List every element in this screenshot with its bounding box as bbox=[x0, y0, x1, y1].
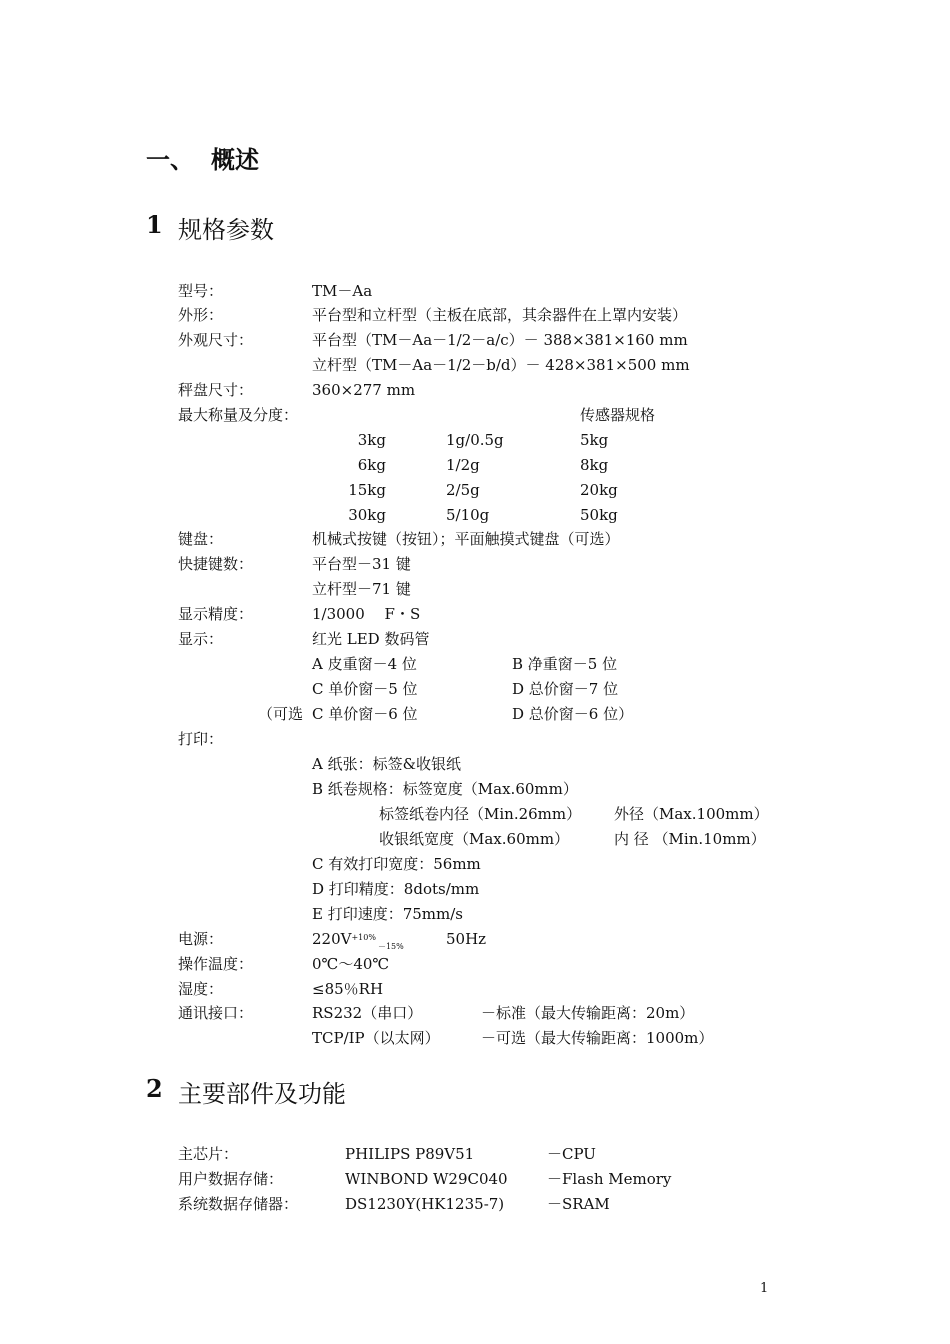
comm-label: 通讯接口： bbox=[178, 1004, 254, 1022]
display-label: 显示： bbox=[178, 630, 224, 648]
dims-flat: 平台型（TM－Aa－1/2－a/c）－ 388×381×160 mm bbox=[312, 331, 688, 349]
print-receipt-width: 收银纸宽度（Max.60mm） bbox=[379, 830, 570, 848]
display-tare-window: A 皮重窗－4 位 bbox=[312, 655, 417, 673]
hotkey-flat: 平台型－31 键 bbox=[312, 555, 411, 573]
component-label: 用户数据存储： bbox=[178, 1170, 284, 1188]
component-role: －SRAM bbox=[547, 1195, 610, 1213]
comm-tcp-note: －可选（最大传输距离：1000m） bbox=[481, 1029, 714, 1047]
comm-rs232-note: －标准（最大传输距离：20m） bbox=[481, 1004, 695, 1022]
temperature-value: 0℃～40℃ bbox=[312, 955, 390, 973]
hotkey-pole: 立杆型－71 键 bbox=[312, 580, 411, 598]
shape-label: 外形： bbox=[178, 306, 224, 324]
capacity-max: 6kg bbox=[357, 456, 386, 474]
component-role: －CPU bbox=[547, 1145, 596, 1163]
component-part: WINBOND W29C040 bbox=[345, 1170, 508, 1188]
sensor-header: 传感器规格 bbox=[580, 406, 656, 424]
display-total-window-optional: D 总价窗－6 位） bbox=[512, 705, 634, 723]
capacity-division: 5/10g bbox=[446, 506, 490, 524]
print-label-outer: 外径（Max.100mm） bbox=[614, 805, 769, 823]
heading-number: 一、 bbox=[146, 145, 194, 174]
humidity-value: ≤85％RH bbox=[312, 980, 384, 998]
capacity-sensor: 20kg bbox=[580, 481, 618, 499]
dims-pole: 立杆型（TM－Aa－1/2－b/d）－ 428×381×500 mm bbox=[312, 356, 690, 374]
humidity-label: 湿度： bbox=[178, 980, 224, 998]
print-label-inner: 标签纸卷内径（Min.26mm） bbox=[379, 805, 582, 823]
print-label: 打印： bbox=[178, 730, 224, 748]
keyboard-value: 机械式按键（按钮）；平面触摸式键盘（可选） bbox=[312, 530, 620, 548]
section1-title: 规格参数 bbox=[178, 216, 274, 244]
component-part: DS1230Y(HK1235-7) bbox=[345, 1195, 505, 1213]
power-voltage: 220V bbox=[312, 930, 352, 948]
dims-label: 外观尺寸： bbox=[178, 331, 254, 349]
print-paper: A 纸张：标签&收银纸 bbox=[312, 755, 461, 773]
capacity-sensor: 50kg bbox=[580, 506, 618, 524]
section2-number: 2 bbox=[146, 1074, 163, 1103]
capacity-division: 2/5g bbox=[446, 481, 480, 499]
print-roll-spec: B 纸卷规格：标签宽度（Max.60mm） bbox=[312, 780, 578, 798]
capacity-label: 最大称量及分度： bbox=[178, 406, 299, 424]
component-label: 主芯片： bbox=[178, 1145, 239, 1163]
pan-label: 秤盘尺寸： bbox=[178, 381, 254, 399]
capacity-max: 3kg bbox=[357, 431, 386, 449]
power-tolerance-minus: －15% bbox=[377, 942, 404, 951]
capacity-division: 1g/0.5g bbox=[446, 431, 504, 449]
shape-value: 平台型和立杆型（主板在底部，其余器件在上罩内安装） bbox=[312, 306, 688, 324]
display-optional-prefix: （可选 bbox=[258, 705, 304, 723]
capacity-max: 15kg bbox=[348, 481, 386, 499]
comm-rs232: RS232（串口） bbox=[312, 1004, 423, 1022]
page-number: 1 bbox=[760, 1281, 769, 1296]
hotkey-label: 快捷键数： bbox=[178, 555, 254, 573]
display-price-window: C 单价窗－5 位 bbox=[312, 680, 418, 698]
power-value bbox=[312, 930, 404, 951]
print-precision: D 打印精度：8dots/mm bbox=[312, 880, 480, 898]
comm-tcp: TCP/IP（以太网） bbox=[312, 1029, 440, 1047]
print-receipt-inner: 内 径 （Min.10mm） bbox=[614, 830, 766, 848]
section1-number: 1 bbox=[146, 210, 163, 239]
display-net-window: B 净重窗－5 位 bbox=[512, 655, 618, 673]
capacity-sensor: 8kg bbox=[580, 456, 609, 474]
precision-label: 显示精度： bbox=[178, 605, 254, 623]
power-label: 电源： bbox=[178, 930, 224, 948]
model-value: TM－Aa bbox=[312, 282, 373, 300]
display-total-window: D 总价窗－7 位 bbox=[512, 680, 619, 698]
temperature-label: 操作温度： bbox=[178, 955, 254, 973]
component-part: PHILIPS P89V51 bbox=[345, 1145, 475, 1163]
keyboard-label: 键盘： bbox=[178, 530, 224, 548]
print-speed: E 打印速度：75mm/s bbox=[312, 905, 464, 923]
display-price-window-optional: C 单价窗－6 位 bbox=[312, 705, 418, 723]
display-value: 红光 LED 数码管 bbox=[312, 630, 430, 648]
power-tolerance-plus: +10% bbox=[351, 933, 376, 942]
capacity-division: 1/2g bbox=[446, 456, 480, 474]
component-label: 系统数据存储器： bbox=[178, 1195, 299, 1213]
capacity-sensor: 5kg bbox=[580, 431, 609, 449]
section2-title: 主要部件及功能 bbox=[178, 1080, 346, 1108]
model-label: 型号： bbox=[178, 282, 224, 300]
component-role: －Flash Memory bbox=[547, 1170, 672, 1188]
heading-title: 概述 bbox=[211, 145, 259, 174]
precision-value: 1/3000 F・S bbox=[312, 605, 421, 623]
pan-value: 360×277 mm bbox=[312, 381, 416, 399]
print-width: C 有效打印宽度：56mm bbox=[312, 855, 481, 873]
capacity-max: 30kg bbox=[348, 506, 386, 524]
power-frequency: 50Hz bbox=[446, 930, 487, 948]
